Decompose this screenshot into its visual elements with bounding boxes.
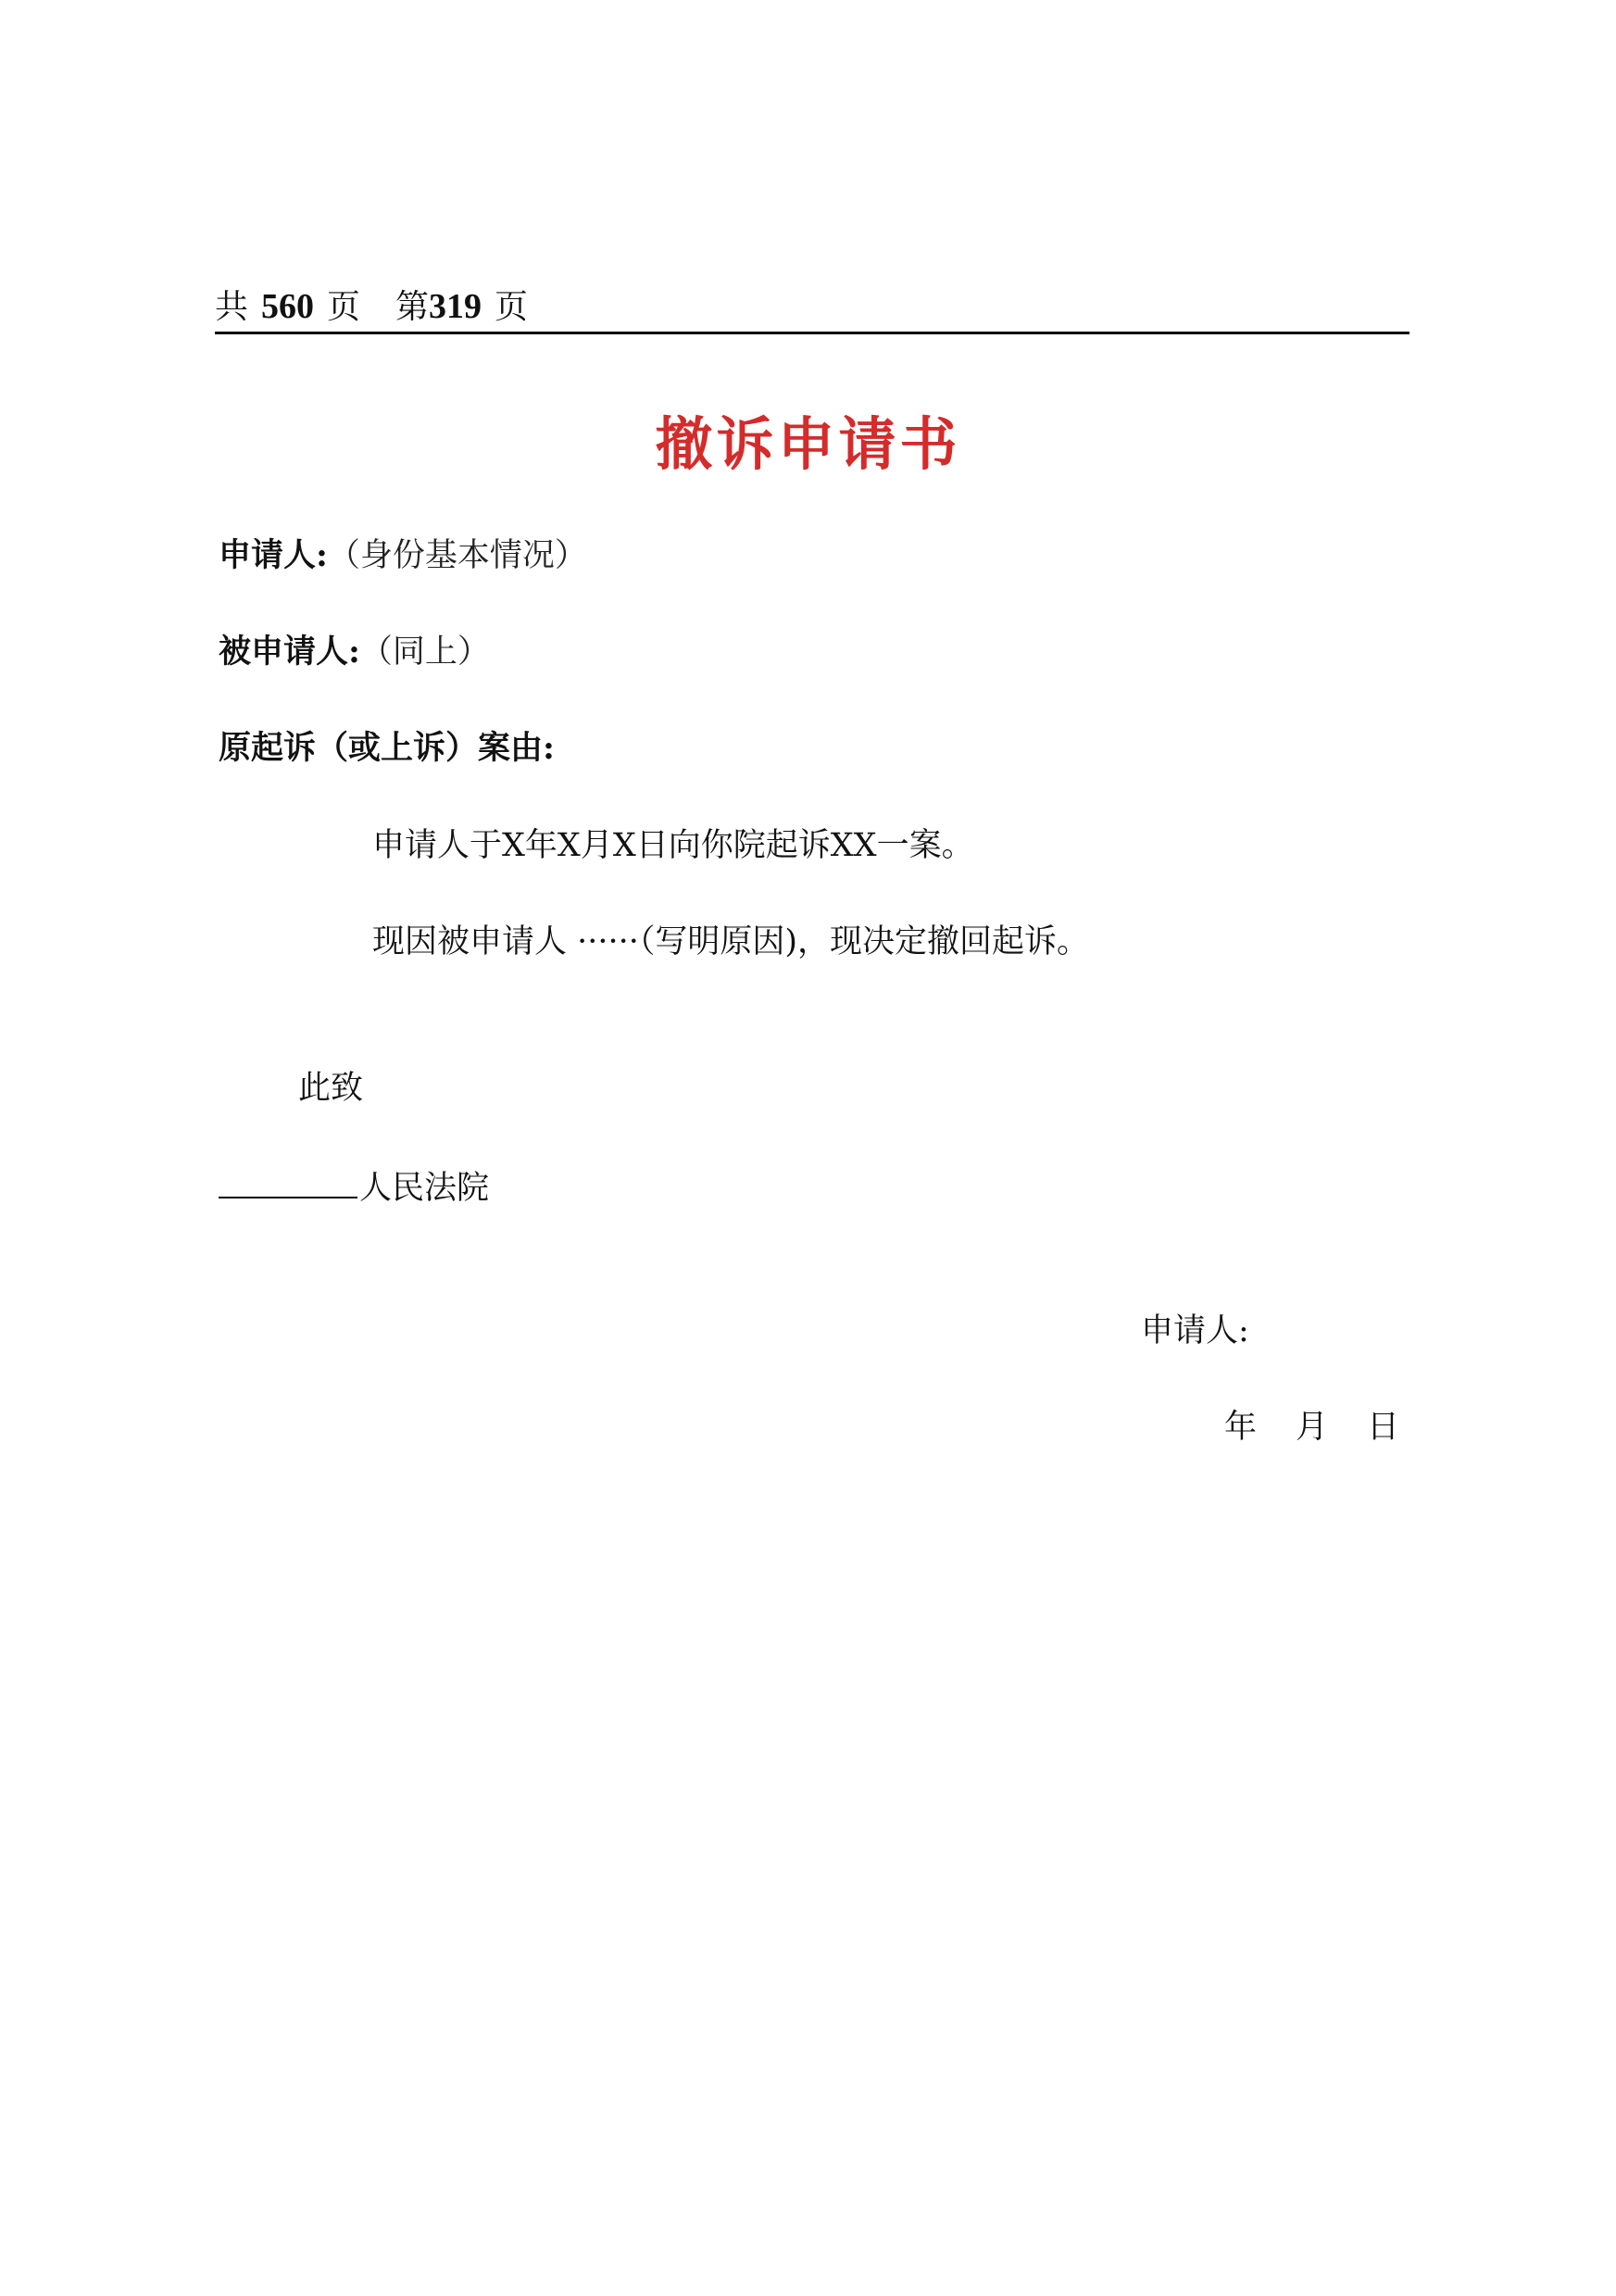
court-name-blank: [219, 1161, 357, 1198]
page-header: [215, 282, 1409, 334]
date-month: 月: [1296, 1409, 1329, 1446]
cause-label: 原起诉（或上诉）案由:: [219, 729, 555, 767]
respondent-label: 被申请人:: [219, 633, 360, 671]
respondent-line: [219, 629, 490, 675]
signature-applicant: 申请人:: [1141, 1312, 1249, 1349]
respondent-hint: （同上）: [359, 634, 490, 671]
page-number: 319: [429, 287, 482, 326]
applicant-line: [219, 533, 587, 579]
document-title: 撤诉申请书: [655, 410, 961, 478]
total-pages-count: 560: [261, 287, 315, 326]
date-day: 日: [1367, 1409, 1400, 1446]
total-pages-suffix: 页: [327, 288, 361, 326]
court-line: [219, 1161, 489, 1211]
applicant-label: 申请人:: [219, 536, 328, 574]
salutation: 此致: [298, 1070, 364, 1107]
body-paragraph-2: 现因被申请人 ······（写明原因)，现决定撤回起诉。: [372, 923, 1090, 960]
signature-date: [1224, 1404, 1399, 1450]
date-year: 年: [1224, 1409, 1258, 1446]
total-pages-prefix: 共: [215, 288, 249, 326]
court-suffix: 人民法院: [359, 1170, 490, 1207]
page-number-suffix: 页: [495, 288, 529, 326]
page-number-prefix: 第: [395, 288, 430, 326]
cause-line: [219, 725, 555, 772]
body-paragraph-1: 申请人于X年X月X日向你院起诉XX一案。: [372, 827, 974, 864]
applicant-hint: （身份基本情况）: [327, 537, 587, 574]
